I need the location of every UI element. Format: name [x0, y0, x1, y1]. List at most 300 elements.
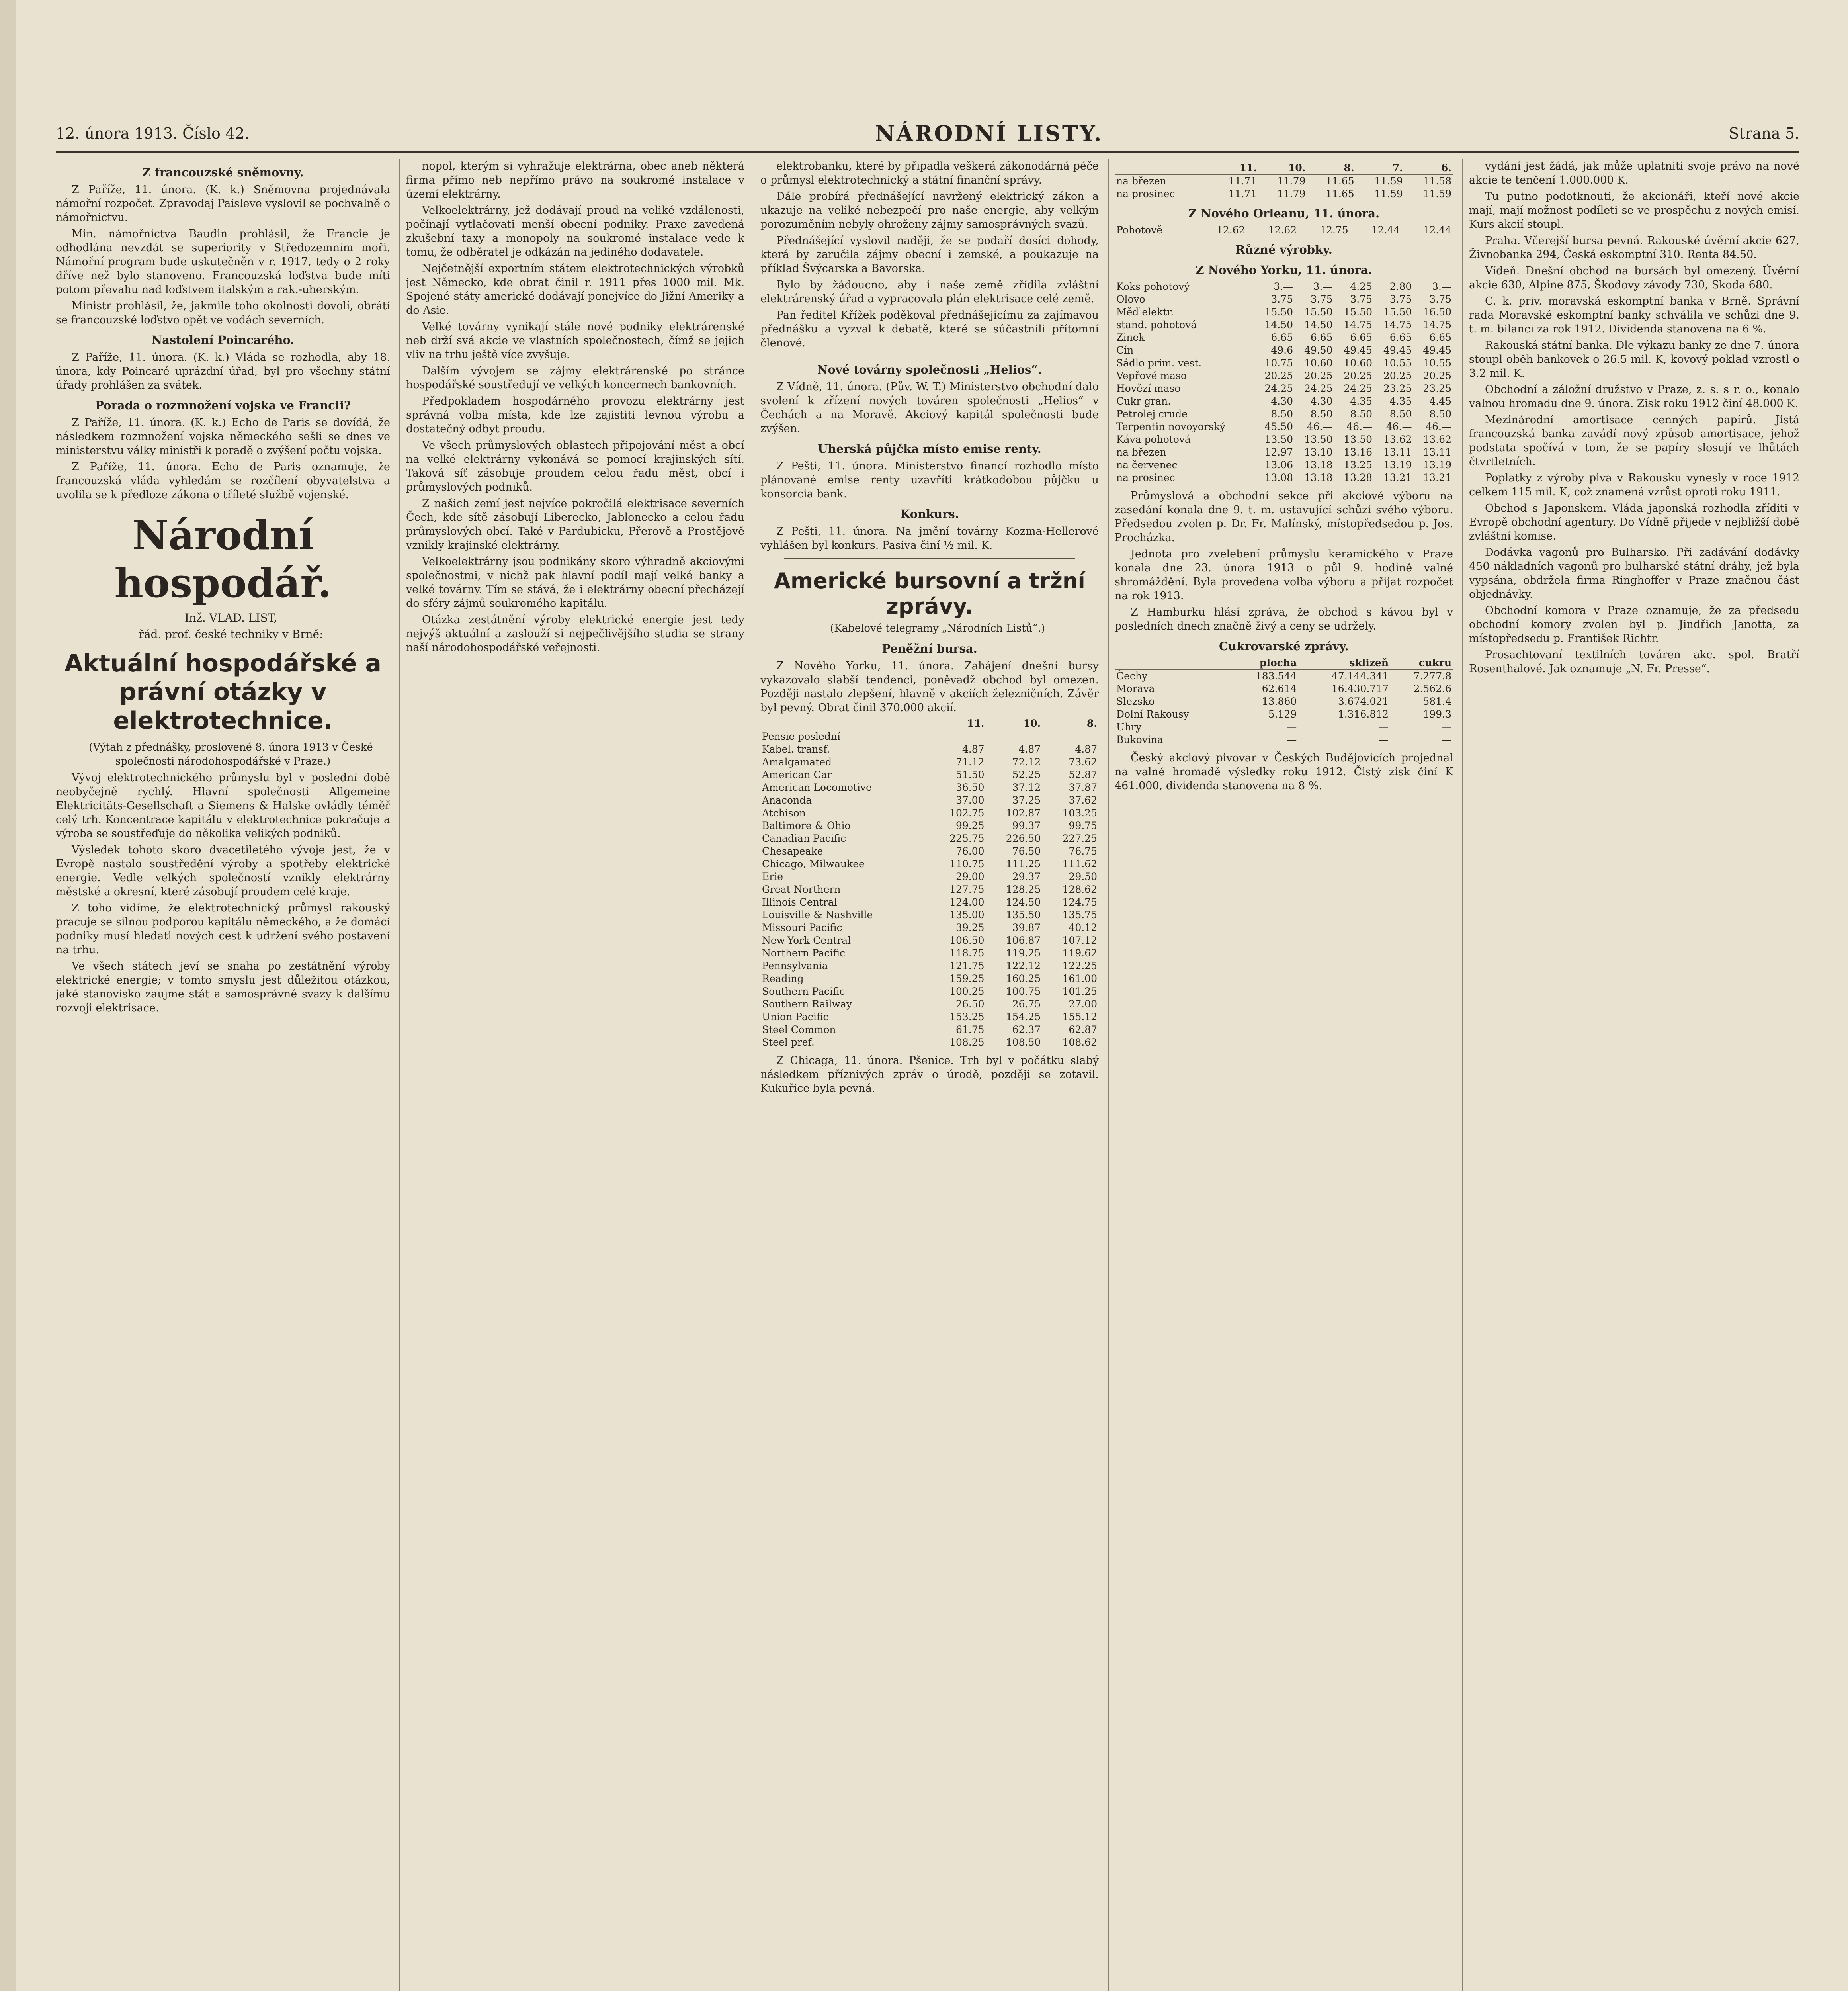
- row-label: Koks pohotový: [1116, 281, 1190, 292]
- row-label: Steel Common: [762, 1024, 836, 1035]
- table-cell: 12.97: [1264, 446, 1293, 458]
- article-heading: Z Nového Orleanu, 11. února.: [1188, 207, 1380, 220]
- table-body: [1115, 280, 1453, 484]
- table-cell: 46.—: [1426, 421, 1451, 432]
- table-cell: 16.50: [1423, 306, 1451, 318]
- row-label: na červenec: [1116, 459, 1178, 471]
- table-row: [1115, 683, 1453, 695]
- author-affiliation: řád. prof. české techniky v Brně:: [139, 628, 323, 641]
- table-cell: 4.30: [1271, 395, 1293, 407]
- section-title: Národní hospodář.: [114, 512, 332, 606]
- table-row: [760, 1023, 1099, 1036]
- table-cell: 13.08: [1264, 472, 1293, 483]
- table-cell: 11.65: [1326, 175, 1354, 187]
- table-cell: 24.25: [1304, 383, 1333, 394]
- page-number: Strana 5.: [1729, 125, 1799, 142]
- table-cell: 8.50: [1429, 408, 1451, 420]
- table-cell: 14.50: [1264, 319, 1293, 331]
- table-cell: —: [1442, 734, 1451, 745]
- column-rule: [1108, 159, 1109, 1991]
- table-row: [1115, 420, 1453, 433]
- table-cell: 2.562.6: [1413, 683, 1451, 694]
- table-cell: 135.75: [1062, 909, 1097, 921]
- table-row: [760, 781, 1099, 794]
- table-header-cell: plocha: [1231, 657, 1298, 670]
- table-cell: 52.87: [1069, 769, 1097, 780]
- table-cell: 49.45: [1383, 344, 1412, 356]
- table-cell: 10.60: [1304, 357, 1333, 369]
- table-row: [760, 845, 1099, 858]
- column-3: [760, 159, 1099, 1991]
- row-label: Káva pohotová: [1116, 434, 1191, 445]
- table-cell: 13.50: [1304, 434, 1333, 445]
- table-cell: —: [1287, 734, 1297, 745]
- table-header-cell: 8.: [1042, 717, 1099, 730]
- masthead: NÁRODNÍ LISTY.: [875, 121, 1103, 146]
- table-cell: 4.87: [1075, 743, 1097, 755]
- table-cell: 4.87: [1018, 743, 1041, 755]
- table-cell: 11.79: [1277, 188, 1306, 199]
- row-label: Olovo: [1116, 293, 1145, 305]
- table-cell: 6.65: [1429, 332, 1451, 343]
- table-row: [760, 947, 1099, 960]
- table-cell: 62.87: [1069, 1024, 1097, 1035]
- article-paragraph: Mezinárodní amortisace cenných papírů. Jistá francouzská banka zavádí nový způsob amortisace, jehož podstata spočívá v tom, že se papíry slosují ve lhůtách čtvrtletních.: [1469, 414, 1799, 468]
- row-label: Slezsko: [1116, 696, 1155, 707]
- row-label: Morava: [1116, 683, 1155, 694]
- table-cell: 11.65: [1326, 188, 1354, 199]
- table-cell: —: [1087, 731, 1097, 742]
- table-cell: 199.3: [1423, 708, 1451, 720]
- table-cell: 4.87: [962, 743, 985, 755]
- article-paragraph: Z Nového Yorku, 11. února. Zahájení dnešní bursy vykazovalo slabší tendenci, poněvadž obchod byl omezen. Později nastalo zlepšení, hlavně v akciích železničních. Závěr byl pevný. Obrat činil 370.000 akcií.: [760, 660, 1099, 714]
- row-label: American Car: [762, 769, 832, 780]
- article-paragraph: Poplatky z výroby piva v Rakousku vynesly v roce 1912 celkem 115 mil. K, což znamená vzrůst oproti roku 1911.: [1469, 472, 1799, 498]
- table-cell: 13.16: [1344, 446, 1372, 458]
- table-header-cell: 7.: [1356, 162, 1405, 175]
- table-row: [760, 858, 1099, 870]
- row-label: Dolní Rakousy: [1116, 708, 1189, 720]
- article-paragraph: Velké továrny vynikají stále nové podniky elektrárenské neb drží svá akcie ve vlastních společnostech, čímž se jejich vliv na trhu ještě více zvyšuje.: [406, 321, 744, 361]
- table-cell: 76.50: [1012, 845, 1041, 857]
- row-label: Petrolej crude: [1116, 408, 1188, 420]
- table-cell: 62.37: [1012, 1024, 1041, 1035]
- table-cell: 61.75: [955, 1024, 985, 1035]
- row-label: Anaconda: [762, 794, 812, 806]
- table-cell: 13.50: [1344, 434, 1372, 445]
- table-header-row: [760, 717, 1099, 730]
- table-cell: 4.45: [1429, 395, 1451, 407]
- table-cell: 8.50: [1389, 408, 1412, 420]
- table-header-row: [1115, 162, 1453, 175]
- article-paragraph: Praha. Včerejší bursa pevná. Rakouské úvěrní akcie 627, Živnobanka 294, Česká eskomptní 310. Renta 84.50.: [1469, 235, 1799, 261]
- table-cell: 11.71: [1228, 175, 1257, 187]
- table-cell: 49.50: [1304, 344, 1333, 356]
- article-title: Americké bursovní a tržní zprávy.: [774, 568, 1085, 619]
- table-row: [1115, 280, 1453, 293]
- table-row: [760, 743, 1099, 756]
- article-paragraph: Z Paříže, 11. února. (K. k.) Sněmovna projednávala námořní rozpočet. Zpravodaj Paisleve vyslovil se pochvalně o námořnictvu.: [56, 184, 390, 224]
- article-paragraph: Rakouská státní banka. Dle výkazu banky ze dne 7. února stoupl oběh bankovek o 26.5 mil. K, kovový poklad vzrostl o 3.2 mil. K.: [1469, 339, 1799, 379]
- table-cell: 16.430.717: [1331, 683, 1389, 694]
- row-label: Southern Pacific: [762, 986, 845, 997]
- table-cell: 122.25: [1062, 960, 1097, 972]
- article-paragraph: Předpokladem hospodárného provozu elektrárny jest správná volba místa, kde lze zajistiti levnou výrobu a dostatečný odbyt proudu.: [406, 395, 744, 435]
- header-rule: [56, 151, 1799, 153]
- table-cell: 13.19: [1383, 459, 1412, 471]
- table-cell: 11.59: [1374, 175, 1403, 187]
- table-cell: 12.44: [1423, 224, 1451, 236]
- article-paragraph: Z Pešti, 11. února. Ministerstvo financí rozhodlo místo plánované emise renty uzavříti krátkodobou půjčku u konsorcia bank.: [760, 460, 1099, 500]
- table-cell: 11.58: [1423, 175, 1451, 187]
- table-cell: 102.75: [949, 807, 985, 819]
- row-label: Bukovina: [1116, 734, 1163, 745]
- article-paragraph: Průmyslová a obchodní sekce při akciové výboru na zasedání konala dne 9. t. m. ustavující schůzi svého výboru. Předsedou zvolen p. Dr. Fr. Malínský, místopředsedou p. Jos. Procházka.: [1115, 490, 1453, 544]
- table-cell: 4.30: [1310, 395, 1333, 407]
- table-row: [1115, 670, 1453, 683]
- table-cell: 155.12: [1062, 1011, 1097, 1023]
- article-paragraph: Vývoj elektrotechnického průmyslu byl v poslední době neobyčejně rychlý. Hlavní společnosti Allgemeine Elektricitäts-Gesellschaft a Siemens & Halske ovládly téměř celý trh. Koncentrace kapitálu v elektrotechnice pokračuje a výroba se soustřeďuje do několika velikých podniků.: [56, 772, 390, 840]
- row-label: Pohotově: [1116, 224, 1163, 236]
- article-paragraph: Ve všech státech jeví se snaha po zestátnění výroby elektrické energie; v tomto smyslu jest důležitou otázkou, jaké stanovisko zaujme stát a samosprávné svazy k dalšímu rozvoji elektrisace.: [56, 960, 390, 1014]
- table-row: [1115, 471, 1453, 484]
- table-cell: 106.50: [949, 935, 985, 946]
- article-paragraph: Z Pešti, 11. února. Na jmění továrny Kozma-Hellerové vyhlášen byl konkurs. Pasiva činí ½ mil. K.: [760, 525, 1099, 552]
- table-row: [1115, 188, 1453, 200]
- cotton-table: [1115, 162, 1453, 200]
- article-paragraph: Pan ředitel Křížek poděkoval přednášejícímu za zajímavou přednášku a vyzval k debatě, které se súčastnili přítomní členové.: [760, 309, 1099, 349]
- table-cell: 37.00: [955, 794, 985, 806]
- table-row: [760, 1036, 1099, 1049]
- article-paragraph: Dále probírá přednášející navržený elektrický zákon a ukazuje na veliké nebezpečí pro naše energie, aby velkým porozuměním nebyly ohroženy zájmy samosprávných svazů.: [760, 190, 1099, 231]
- article-paragraph: Bylo by žádoucno, aby i naše země zřídila zvláštní elektrárenský úřad a vypracovala plán elektrisace celé země.: [760, 279, 1099, 305]
- article-paragraph: Výsledek tohoto skoro dvacetiletého vývoje jest, že v Evropě nastalo soustředění výroby a spotřeby elektrické energie. Vedle velkých společností vznikly elektrárny městské a okresní, které zásobují proudem celé kraje.: [56, 844, 390, 898]
- column-rule: [399, 159, 400, 1991]
- table-row: [1115, 408, 1453, 420]
- table-body: [1115, 175, 1453, 201]
- row-label: na prosinec: [1116, 472, 1175, 483]
- table-row: [1115, 306, 1453, 319]
- table-body: [760, 730, 1099, 1049]
- table-row: [1115, 433, 1453, 446]
- table-cell: 110.75: [949, 858, 985, 870]
- table-cell: 128.62: [1062, 884, 1097, 895]
- article-paragraph: Otázka zestátnění výroby elektrické energie jest tedy nejvýš aktuální a zaslouží si nejpečlivějšího studia se strany naší národohospodářské veřejnosti.: [406, 614, 744, 654]
- table-cell: 29.00: [955, 871, 985, 882]
- table-cell: 72.12: [1012, 756, 1041, 768]
- table-row: [760, 730, 1099, 743]
- table-row: [1115, 459, 1453, 471]
- table-cell: 52.25: [1012, 769, 1041, 780]
- orleans-table: [1115, 224, 1453, 237]
- row-label: Sádlo prim. vest.: [1116, 357, 1202, 369]
- table-cell: 225.75: [949, 833, 985, 844]
- article-title: Aktuální hospodářské a právní otázky v elektrotechnice.: [64, 649, 381, 735]
- table-cell: 46.—: [1307, 421, 1333, 432]
- article-paragraph: Obchod s Japonskem. Vláda japonská rozhodla zříditi v Evropě obchodní agentury. Do Vídně přijede v nejbližší době zvláštní komise.: [1469, 502, 1799, 542]
- table-cell: 13.28: [1344, 472, 1372, 483]
- table-cell: 46.—: [1386, 421, 1412, 432]
- article-paragraph: Jednota pro zvelebení průmyslu keramického v Praze konala dne 23. února 1913 o půl 9. hodině valné shromáždění. Byla provedena volba výboru a přijat rozpočet na rok 1913.: [1115, 548, 1453, 602]
- table-cell: 127.75: [949, 884, 985, 895]
- table-cell: 29.37: [1012, 871, 1041, 882]
- table-cell: 11.59: [1423, 188, 1451, 199]
- table-cell: 13.18: [1304, 472, 1333, 483]
- row-label: Erie: [762, 871, 783, 882]
- table-cell: 5.129: [1268, 708, 1297, 720]
- table-cell: 13.62: [1423, 434, 1451, 445]
- table-cell: —: [1379, 721, 1389, 733]
- table-cell: 51.50: [955, 769, 985, 780]
- row-label: Zinek: [1116, 332, 1145, 343]
- table-row: [1115, 721, 1453, 733]
- table-cell: 27.00: [1069, 998, 1097, 1010]
- page-fold-shadow: [0, 0, 16, 1991]
- table-body: [1115, 224, 1453, 237]
- article-paragraph: Z našich zemí jest nejvíce pokročilá elektrisace severních Čech, kde sítě zásobují Liberecko, Jablonecko a celou řadu průmyslových obcí. Také v Pardubicku, Přerově a Prostějově vznikly krajinské elektrárny.: [406, 497, 744, 552]
- table-cell: 26.50: [955, 998, 985, 1010]
- table-header-cell: [760, 717, 930, 730]
- table-row: [1115, 344, 1453, 357]
- column-1: [56, 159, 390, 1991]
- article-paragraph: Tu putno podotknouti, že akcionáři, kteří nové akcie mají, mají možnost podíleti se ve prospěchu z nových emisí. Kurs akcií stoupl.: [1469, 190, 1799, 231]
- article-paragraph: nopol, kterým si vyhražuje elektrárna, obec aneb některá firma přímo neb nepřímo právo na soukromé instalace v území elektrárny.: [406, 160, 744, 200]
- table-cell: 20.25: [1344, 370, 1372, 381]
- table-header-cell: 6.: [1405, 162, 1453, 175]
- table-cell: 14.50: [1304, 319, 1333, 331]
- commodities-table: [1115, 280, 1453, 484]
- table-cell: 62.614: [1262, 683, 1297, 694]
- table-cell: 6.65: [1271, 332, 1293, 343]
- table-cell: 29.50: [1069, 871, 1097, 882]
- table-row: [1115, 395, 1453, 408]
- table-row: [760, 998, 1099, 1011]
- table-cell: 46.—: [1346, 421, 1372, 432]
- article-heading: Nové továrny společnosti „Helios“.: [817, 363, 1042, 376]
- table-cell: 160.25: [1006, 973, 1041, 984]
- table-cell: —: [1379, 734, 1389, 745]
- table-cell: 13.06: [1264, 459, 1293, 471]
- table-header-cell: sklizeň: [1298, 657, 1390, 670]
- table-cell: 15.50: [1304, 306, 1333, 318]
- table-cell: 13.11: [1383, 446, 1412, 458]
- row-label: New-York Central: [762, 935, 851, 946]
- table-header-cell: 11.: [1210, 162, 1258, 175]
- article-heading: Konkurs.: [900, 507, 959, 521]
- row-label: na prosinec: [1116, 188, 1175, 199]
- article-subtitle: (Kabelové telegramy „Národních Listů“.): [830, 622, 1045, 634]
- row-label: Baltimore & Ohio: [762, 820, 851, 831]
- table-cell: 13.11: [1423, 446, 1451, 458]
- article-paragraph: Z Paříže, 11. února. (K. k.) Vláda se rozhodla, aby 18. února, kdy Poincaré uprázdní úřad, byl pro všechny státní úřady prohlášen za svátek.: [56, 351, 390, 391]
- column-4: [1115, 159, 1453, 1991]
- table-row: [1115, 382, 1453, 395]
- table-row: [1115, 708, 1453, 721]
- table-row: [1115, 224, 1453, 237]
- row-label: Cín: [1116, 344, 1134, 356]
- column-5: [1469, 159, 1799, 1991]
- row-label: na březen: [1116, 446, 1166, 458]
- table-cell: 49.45: [1344, 344, 1372, 356]
- table-cell: 227.25: [1062, 833, 1097, 844]
- table-cell: 100.25: [949, 986, 985, 997]
- article-paragraph: Nejčetnější exportním státem elektrotechnických výrobků jest Německo, kde obrat činil r. 1911 přes 1000 mil. Mk. Spojené státy americké dodávají ponejvíce do Jižní Ameriky a do Asie.: [406, 262, 744, 317]
- table-cell: 36.50: [955, 782, 985, 793]
- table-header-cell: 10.: [1258, 162, 1307, 175]
- article-paragraph: Obchodní komora v Praze oznamuje, že za předsedu obchodní komory zvolen byl p. Jindřich Janotta, za místopředsedu p. František Richtr.: [1469, 604, 1799, 645]
- table-cell: 1.316.812: [1338, 708, 1389, 720]
- article-paragraph: Velkoelektrárny jsou podnikány skoro výhradně akciovými společnostmi, v nichž pak hlavní podíl mají velké banky a velké továrny. Tím se stává, že i elektrárny obecní přecházejí do sféry zájmů soukromého kapitálu.: [406, 555, 744, 610]
- table-cell: 111.25: [1006, 858, 1041, 870]
- article-paragraph: Z Vídně, 11. února. (Pův. W. T.) Ministerstvo obchodní dalo svolení k zřízení nových továren společnosti „Helios“ v Čechách a na Moravě. Akciový kapitál společnosti bude zvýšen.: [760, 381, 1099, 435]
- table-row: [1115, 695, 1453, 708]
- article-paragraph: C. k. priv. moravská eskomptní banka v Brně. Správní rada Moravské eskomptní banky schválila ve schůzi dne 9. t. m. bilanci za rok 1912. Dividenda stanovena na 6 %.: [1469, 295, 1799, 335]
- table-row: [760, 921, 1099, 934]
- table-row: [760, 807, 1099, 819]
- table-row: [760, 870, 1099, 883]
- table-cell: 6.65: [1389, 332, 1412, 343]
- table-cell: 8.50: [1350, 408, 1372, 420]
- stock-quote-table: [760, 717, 1099, 1049]
- article-subtitle: (Výtah z přednášky, proslovené 8. února 1913 v České společnosti národohospodářské v Praze.): [89, 741, 373, 767]
- table-header-cell: [1115, 162, 1210, 175]
- table-cell: 13.25: [1344, 459, 1372, 471]
- table-cell: 122.12: [1006, 960, 1041, 972]
- table-cell: 20.25: [1304, 370, 1333, 381]
- article-paragraph: vydání jest žádá, jak může uplatniti svoje právo na nové akcie te tenčení 1.000.000 K.: [1469, 160, 1799, 186]
- table-cell: 3.75: [1310, 293, 1333, 305]
- table-cell: 108.50: [1006, 1037, 1041, 1048]
- table-header-row: [1115, 657, 1453, 670]
- table-cell: 3.75: [1271, 293, 1293, 305]
- table-cell: 12.62: [1268, 224, 1297, 236]
- table-cell: 10.60: [1344, 357, 1372, 369]
- table-header-cell: cukru: [1390, 657, 1453, 670]
- row-label: Missouri Pacific: [762, 922, 842, 933]
- table-row: [760, 985, 1099, 998]
- table-cell: 4.25: [1350, 281, 1372, 292]
- table-cell: 12.44: [1371, 224, 1400, 236]
- table-row: [1115, 446, 1453, 459]
- table-cell: 4.35: [1350, 395, 1372, 407]
- table-cell: 108.62: [1062, 1037, 1097, 1048]
- table-cell: 24.25: [1264, 383, 1293, 394]
- table-cell: 99.75: [1069, 820, 1097, 831]
- row-label: Pennsylvania: [762, 960, 828, 972]
- article-paragraph: Prosachtovaní textilních továren akc. spol. Bratří Rosenthalové. Jak oznamuje „N. Fr. Presse“.: [1469, 649, 1799, 675]
- table-cell: 111.62: [1062, 858, 1097, 870]
- table-header-cell: [1115, 657, 1231, 670]
- table-cell: 12.62: [1217, 224, 1245, 236]
- table-cell: 124.50: [1006, 896, 1041, 908]
- table-cell: 226.50: [1006, 833, 1041, 844]
- table-cell: 3.75: [1350, 293, 1372, 305]
- table-cell: 49.45: [1423, 344, 1451, 356]
- table-cell: 39.87: [1012, 922, 1041, 933]
- table-row: [1115, 319, 1453, 331]
- table-cell: 106.87: [1006, 935, 1041, 946]
- table-cell: 76.75: [1069, 845, 1097, 857]
- row-label: Vepřové maso: [1116, 370, 1187, 381]
- table-cell: 10.55: [1423, 357, 1451, 369]
- row-label: Steel pref.: [762, 1037, 815, 1048]
- table-cell: 119.62: [1062, 947, 1097, 959]
- row-label: Chesapeake: [762, 845, 823, 857]
- table-cell: 103.25: [1062, 807, 1097, 819]
- row-label: Louisville & Nashville: [762, 909, 873, 921]
- table-cell: 49.6: [1271, 344, 1293, 356]
- table-row: [760, 832, 1099, 845]
- row-label: Pensie poslední: [762, 731, 840, 742]
- table-cell: 7.277.8: [1413, 670, 1451, 682]
- table-cell: 12.75: [1320, 224, 1348, 236]
- table-cell: 135.50: [1006, 909, 1041, 921]
- row-label: Reading: [762, 973, 804, 984]
- row-label: Měď elektr.: [1116, 306, 1174, 318]
- table-cell: 4.35: [1389, 395, 1412, 407]
- table-cell: 101.25: [1062, 986, 1097, 997]
- article-paragraph: Obchodní a záložní družstvo v Praze, z. s. s r. o., konalo valnou hromadu dne 9. února. Zisk roku 1912 činí 48.000 K.: [1469, 383, 1799, 410]
- table-cell: 14.75: [1423, 319, 1451, 331]
- table-cell: 14.75: [1383, 319, 1412, 331]
- article-paragraph: elektrobanku, které by připadla veškerá zákonodárná péče o průmysl elektrotechnický a státní finanční správy.: [760, 160, 1099, 186]
- table-row: [1115, 733, 1453, 746]
- table-cell: 13.21: [1383, 472, 1412, 483]
- article-paragraph: Vídeň. Dnešní obchod na bursách byl omezený. Úvěrní akcie 630, Alpine 875, Škodovy závody 730, Skoda 680.: [1469, 265, 1799, 291]
- table-cell: 40.12: [1069, 922, 1097, 933]
- table-cell: 20.25: [1383, 370, 1412, 381]
- table-row: [760, 909, 1099, 921]
- table-cell: 20.25: [1264, 370, 1293, 381]
- table-cell: 15.50: [1383, 306, 1412, 318]
- table-cell: 3.75: [1429, 293, 1451, 305]
- table-cell: 118.75: [949, 947, 985, 959]
- table-cell: 124.00: [949, 896, 985, 908]
- table-cell: 24.25: [1344, 383, 1372, 394]
- table-cell: 15.50: [1344, 306, 1372, 318]
- table-cell: 108.25: [949, 1037, 985, 1048]
- table-row: [1115, 370, 1453, 382]
- table-cell: 37.87: [1069, 782, 1097, 793]
- table-header-cell: 11.: [930, 717, 986, 730]
- table-cell: 37.62: [1069, 794, 1097, 806]
- table-row: [1115, 175, 1453, 188]
- table-cell: 161.00: [1062, 973, 1097, 984]
- table-row: [760, 883, 1099, 896]
- article-heading: Nastolení Poincarého.: [151, 333, 295, 347]
- row-label: Northern Pacific: [762, 947, 846, 959]
- author-name: Inž. VLAD. LIST,: [184, 611, 277, 624]
- table-row: [760, 960, 1099, 972]
- table-cell: 47.144.341: [1331, 670, 1389, 682]
- issue-date: 12. února 1913. Číslo 42.: [56, 125, 250, 142]
- table-row: [1115, 293, 1453, 306]
- row-label: Great Northern: [762, 884, 841, 895]
- table-cell: 102.87: [1006, 807, 1041, 819]
- row-label: Chicago, Milwaukee: [762, 858, 865, 870]
- table-cell: 10.75: [1264, 357, 1293, 369]
- table-cell: 13.50: [1264, 434, 1293, 445]
- table-row: [760, 819, 1099, 832]
- table-cell: 6.65: [1310, 332, 1333, 343]
- column-rule: [1462, 159, 1463, 1991]
- table-cell: 13.21: [1423, 472, 1451, 483]
- article-paragraph: Z Chicaga, 11. února. Pšenice. Trh byl v počátku slabý následkem příznivých zpráv o úrodě, později se zotavil. Kukuřice byla pevná.: [760, 1054, 1099, 1095]
- article-paragraph: Z Paříže, 11. února. (K. k.) Echo de Paris se dovídá, že následkem rozmnožení vojska německého sešli se dnes ve ministerstvu války ministři k poradě o zvýšení počtu vojska.: [56, 417, 390, 457]
- article-heading: Uherská půjčka místo emise renty.: [818, 442, 1041, 456]
- table-cell: 124.75: [1062, 896, 1097, 908]
- page-header: [56, 119, 1799, 147]
